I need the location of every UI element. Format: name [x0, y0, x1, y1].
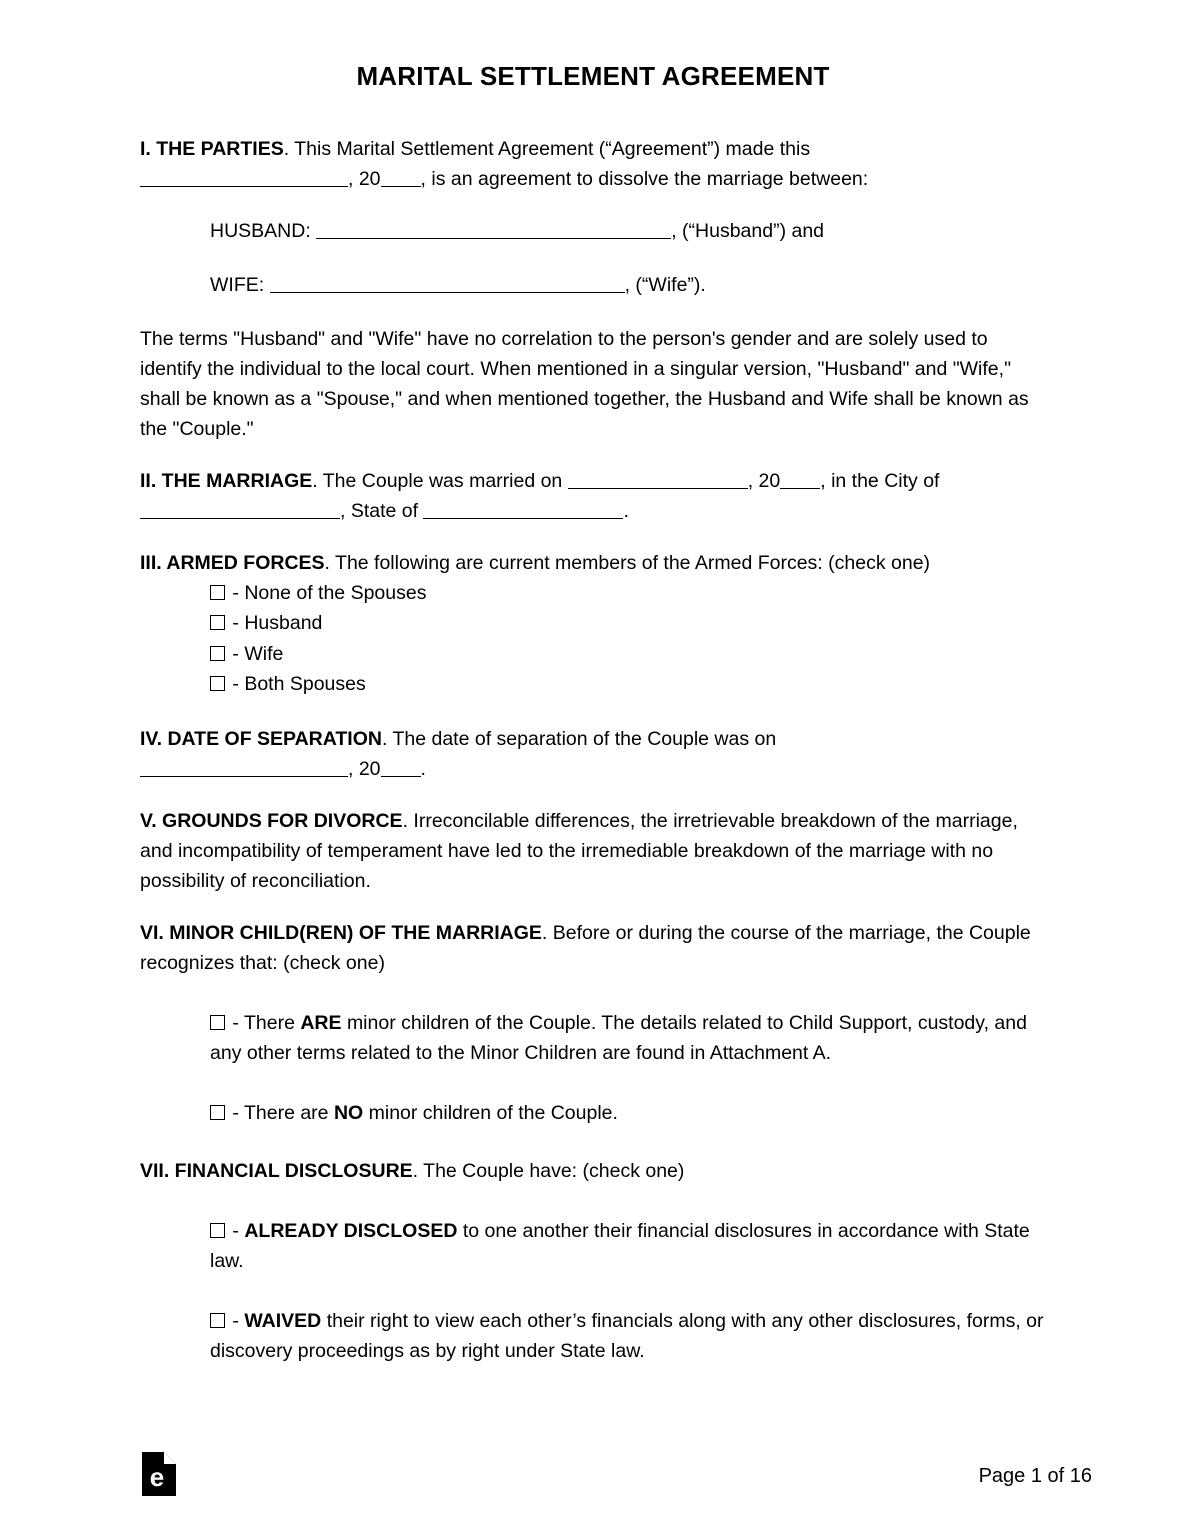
section-marriage-text-e: .	[623, 499, 629, 522]
armed-forces-option-1-label: - None of the Spouses	[232, 581, 427, 604]
section-armed-forces-text-a: . The following are current members of the Armed Forces: (check one)	[324, 551, 931, 574]
minor-children-option-no-emphasis: NO	[333, 1101, 364, 1124]
year-blank-parties[interactable]	[381, 169, 421, 187]
section-heading-grounds: V. GROUNDS FOR DIVORCE	[140, 809, 403, 832]
section-financial-disclosure-text-a: . The Couple have: (check one)	[412, 1159, 685, 1182]
section-parties-text-a: . This Marital Settlement Agreement (“Agreement”) made this	[283, 137, 811, 160]
section-separation-text-a: . The date of separation of the Couple was on	[381, 727, 777, 750]
section-marriage-text-a: . The Couple was married on	[312, 469, 563, 492]
armed-forces-option-4[interactable]	[210, 669, 1046, 700]
husband-line	[210, 216, 1046, 246]
date-blank-parties[interactable]	[140, 169, 348, 187]
minor-children-option-are-pre: - There	[232, 1011, 295, 1034]
armed-forces-option-4-label: - Both Spouses	[232, 673, 366, 696]
financial-option-waived-pre: -	[232, 1309, 239, 1332]
minor-children-option-are-post: minor children of the Couple. The details related to Child Support, custody, and any other terms related to the Minor Children are found in Attachment A.	[210, 1011, 1027, 1064]
armed-forces-option-3-label: - Wife	[232, 642, 284, 665]
husband-suffix: , (“Husband”) and	[671, 219, 825, 242]
wife-name-blank[interactable]	[270, 275, 625, 293]
checkbox-icon[interactable]	[210, 1015, 225, 1030]
document-body	[140, 62, 1046, 1388]
marriage-year-blank[interactable]	[780, 471, 820, 489]
section-heading-marriage: II. THE MARRIAGE	[140, 469, 313, 492]
financial-option-already-post: to one another their financial disclosures in accordance with State law.	[210, 1219, 1030, 1272]
armed-forces-option-3[interactable]	[210, 639, 1046, 670]
section-separation-text-c: .	[420, 757, 426, 780]
checkbox-icon[interactable]	[210, 585, 225, 600]
section-heading-minor-children: VI. MINOR CHILD(REN) OF THE MARRIAGE	[140, 921, 542, 944]
section-marriage-text-d: , State of	[340, 499, 419, 522]
financial-option-waived[interactable]	[210, 1306, 1046, 1366]
checkbox-icon[interactable]	[210, 1223, 225, 1238]
armed-forces-option-2[interactable]	[210, 608, 1046, 639]
checkbox-icon[interactable]	[210, 1313, 225, 1328]
separation-year-blank[interactable]	[381, 759, 421, 777]
armed-forces-option-2-label: - Husband	[232, 612, 323, 635]
minor-children-option-are[interactable]	[210, 1008, 1046, 1068]
section-marriage-text-c: , in the City of	[820, 469, 940, 492]
section-parties	[140, 134, 1046, 194]
husband-label: HUSBAND:	[210, 219, 311, 242]
marriage-city-blank[interactable]	[140, 501, 340, 519]
svg-text:e: e	[149, 1462, 165, 1492]
minor-children-option-are-emphasis: ARE	[300, 1011, 342, 1034]
section-minor-children	[140, 918, 1046, 978]
page-footer	[0, 1438, 1187, 1500]
section-heading-separation: IV. DATE OF SEPARATION	[140, 727, 382, 750]
minor-children-option-no-post: minor children of the Couple.	[368, 1101, 618, 1124]
section-grounds	[140, 806, 1046, 896]
section-separation	[140, 724, 1046, 784]
section-marriage-text-b: , 20	[747, 469, 781, 492]
armed-forces-option-1[interactable]	[210, 578, 1046, 609]
eforms-logo-icon	[142, 1452, 176, 1496]
separation-date-blank[interactable]	[140, 759, 348, 777]
page-number: Page 1 of 16	[978, 1465, 1092, 1487]
minor-children-option-no-pre: - There are	[232, 1101, 329, 1124]
section-grounds-text-a: . Irreconcilable differences, the irretrievable breakdown of the marriage, and incompatibility of temperament have led to the irremediable breakdown of the marriage with no possibility of reconciliation.	[140, 809, 1018, 892]
section-heading-parties: I. THE PARTIES	[140, 137, 284, 160]
section-armed-forces	[140, 548, 1046, 578]
checkbox-icon[interactable]	[210, 676, 225, 691]
financial-option-already-pre: -	[232, 1219, 239, 1242]
wife-line	[210, 270, 1046, 300]
section-parties-text-b: , 20	[348, 167, 381, 190]
financial-option-waived-emphasis: WAIVED	[244, 1309, 322, 1332]
page-title: MARITAL SETTLEMENT AGREEMENT	[356, 61, 830, 91]
husband-name-blank[interactable]	[316, 221, 671, 239]
section-heading-financial-disclosure: VII. FINANCIAL DISCLOSURE	[140, 1159, 413, 1182]
section-marriage	[140, 466, 1046, 526]
section-separation-text-b: , 20	[348, 757, 381, 780]
checkbox-icon[interactable]	[210, 1105, 225, 1120]
checkbox-icon[interactable]	[210, 646, 225, 661]
wife-suffix: , (“Wife”).	[624, 273, 706, 296]
checkbox-icon[interactable]	[210, 615, 225, 630]
marriage-state-blank[interactable]	[423, 501, 623, 519]
section-heading-armed-forces: III. ARMED FORCES	[140, 551, 325, 574]
financial-option-already-disclosed[interactable]	[210, 1216, 1046, 1276]
wife-label: WIFE:	[210, 273, 265, 296]
section-financial-disclosure	[140, 1156, 1046, 1186]
section-parties-text-c: , is an agreement to dissolve the marriage between:	[420, 167, 869, 190]
section-minor-children-text-a: . Before or during the course of the marriage, the Couple recognizes that: (check one)	[140, 921, 1031, 974]
minor-children-option-no[interactable]	[210, 1098, 1046, 1128]
gender-note-paragraph: The terms "Husband" and "Wife" have no correlation to the person's gender and are solely used to identify the individual to the local court. When mentioned in a singular version, "Husband" and "Wife," shall be known as a "Spouse," and when mentioned together, the Husband and Wife shall be known as the "Couple."	[140, 327, 1029, 440]
financial-option-already-emphasis: ALREADY DISCLOSED	[244, 1219, 458, 1242]
financial-option-waived-post: their right to view each other’s financials along with any other disclosures, forms, or discovery proceedings as by right under State law.	[210, 1309, 1044, 1362]
marriage-date-blank[interactable]	[568, 471, 748, 489]
